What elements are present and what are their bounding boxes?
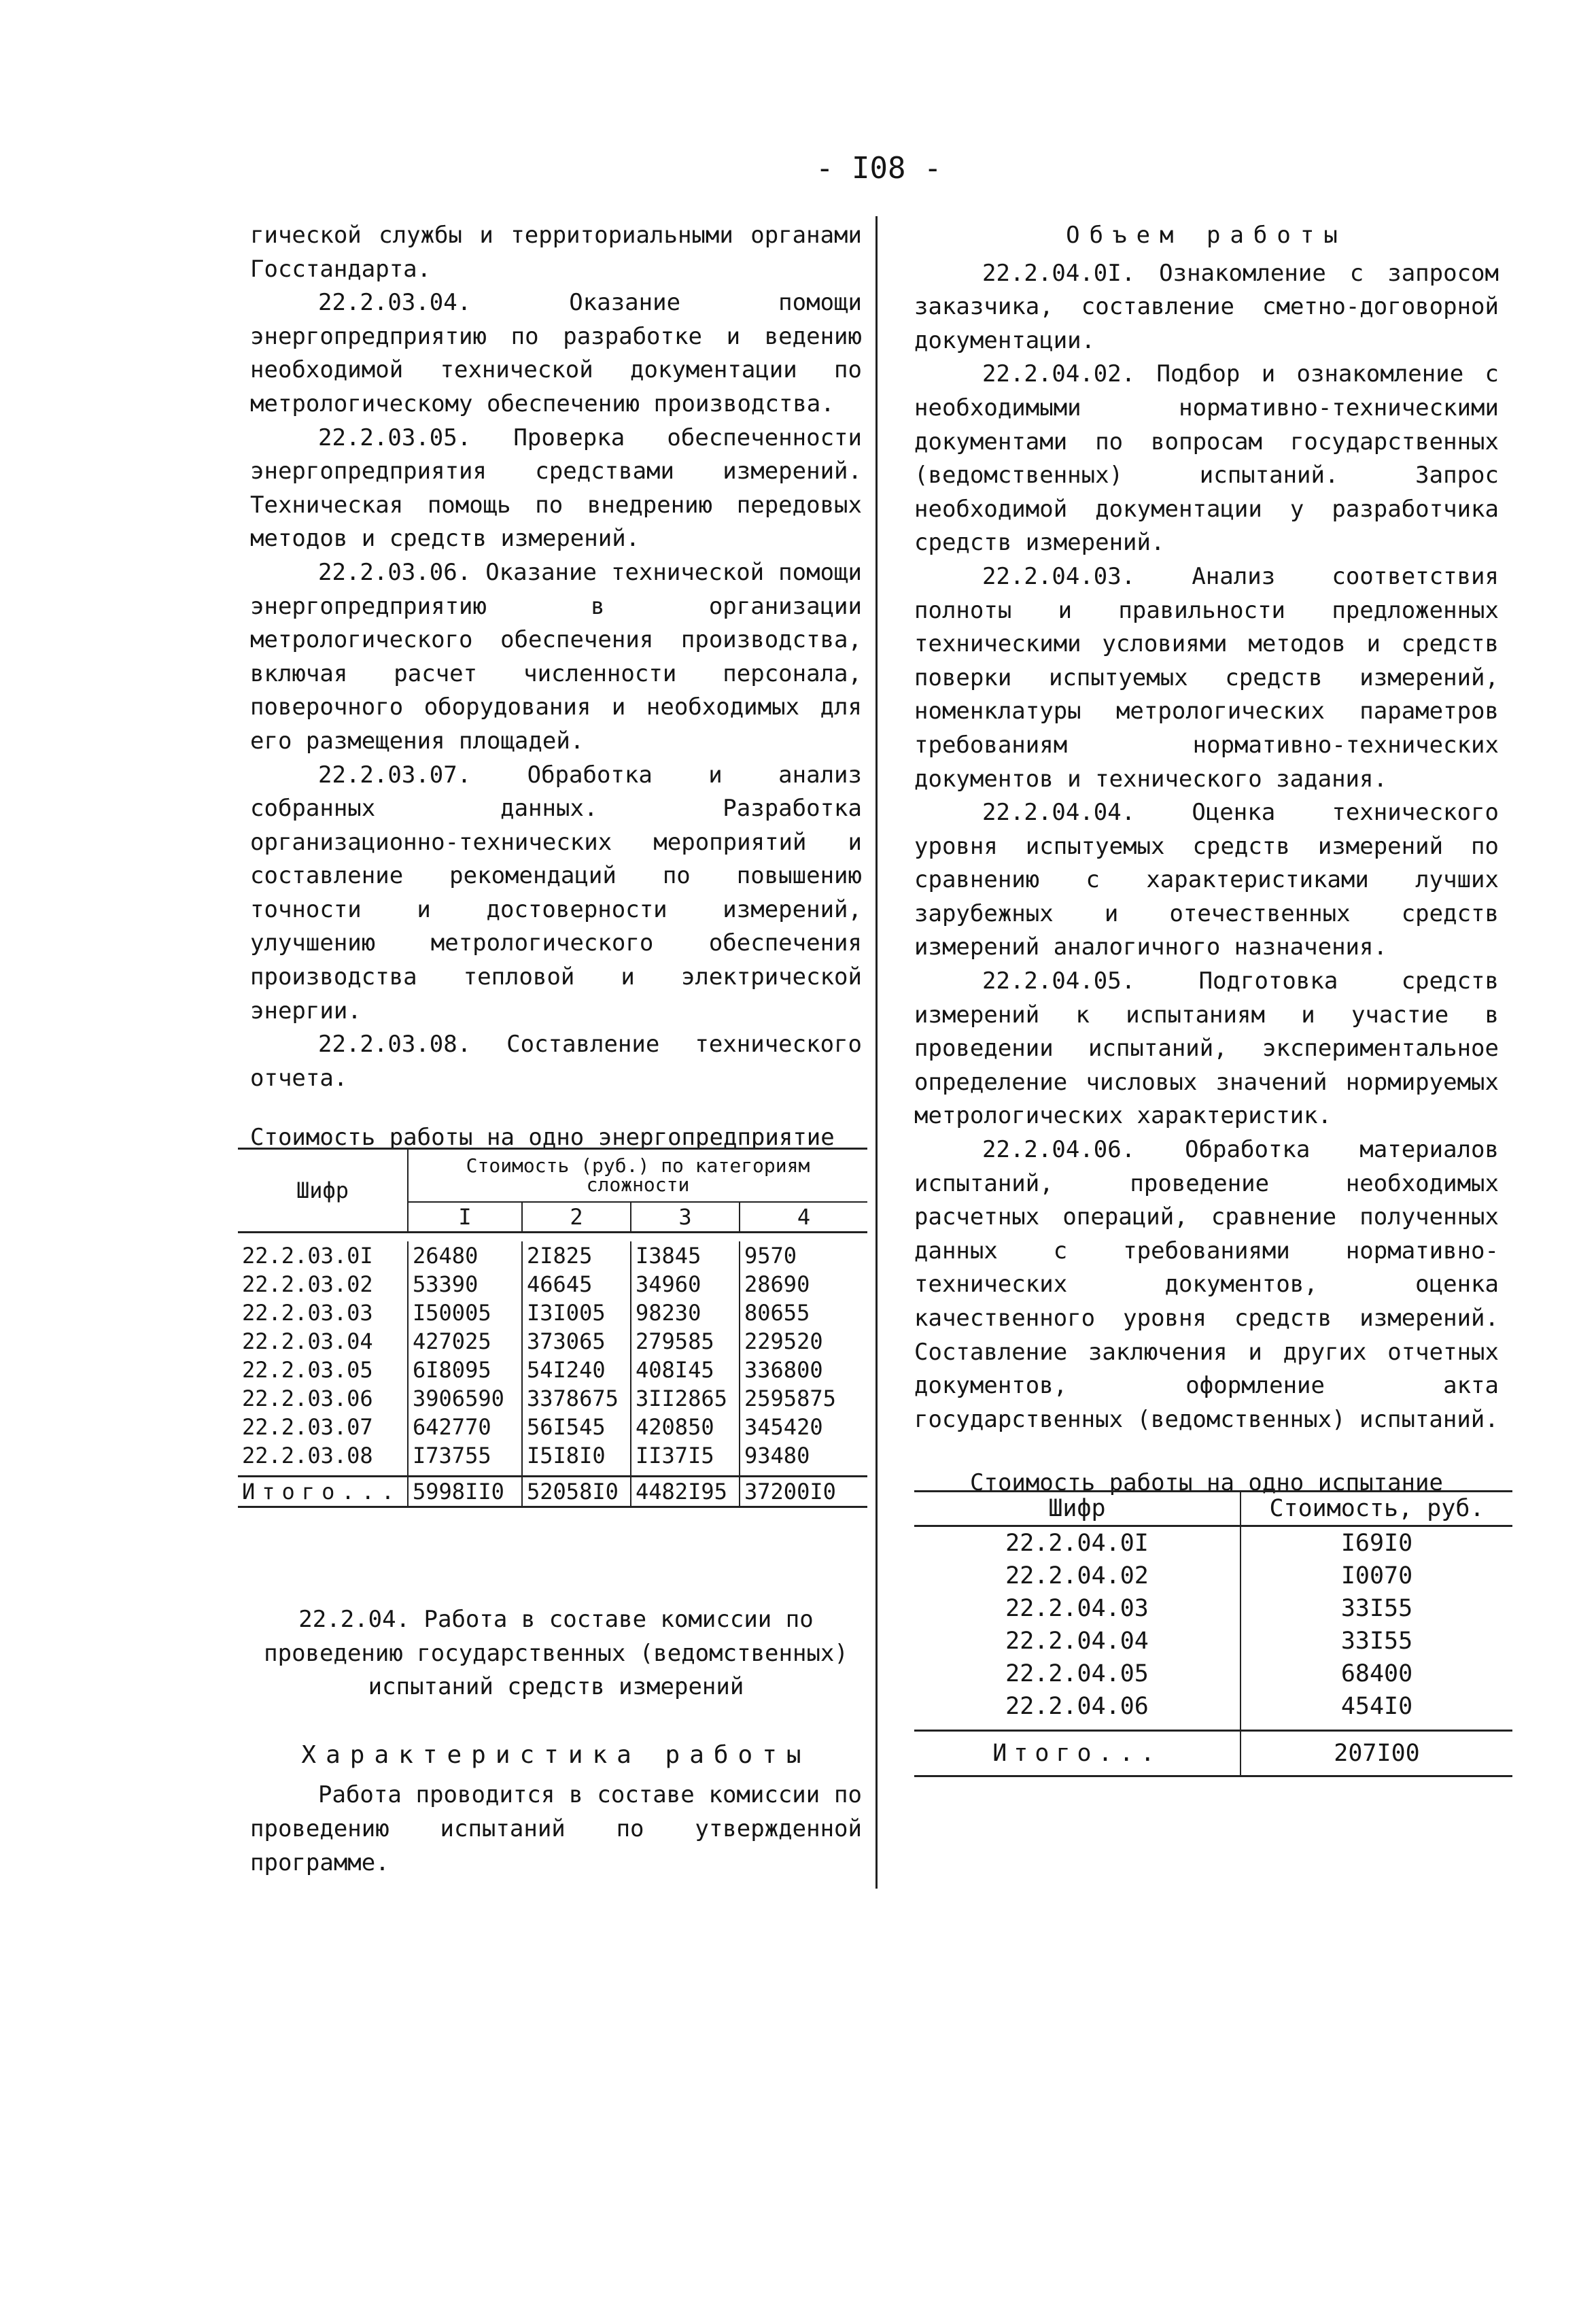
row-code: 22.2.03.02 xyxy=(238,1270,408,1299)
column-divider xyxy=(875,216,878,1889)
row-code: 22.2.03.06 xyxy=(238,1384,408,1413)
total-row xyxy=(914,1731,1512,1776)
paragraph: 22.2.04.06. Обработка материалов испытаний, проведение необходимых расчетных операций, сравнение полученных данных с требованиями нормативно-технических документов, оценка качественного уровня средств измерений. Составление заключения и других отчетных документов, оформление акта государственных (ведомственных) испытаний. xyxy=(914,1136,1499,1433)
row-value: I5I8I0 xyxy=(522,1441,631,1470)
row-value: 3378675 xyxy=(522,1384,631,1413)
table-row xyxy=(914,1526,1512,1560)
row-value: 3II2865 xyxy=(631,1384,740,1413)
row-value: 46645 xyxy=(522,1270,631,1299)
paragraph: 22.2.04.04. Оценка технического уровня испытуемых средств измерений по сравнению с характеристиками лучших зарубежных и отечественных средств измерений аналогичного назначения. xyxy=(914,799,1499,961)
row-value: 642770 xyxy=(408,1413,522,1441)
row-cost: I69I0 xyxy=(1340,1530,1413,1557)
row-value: 56I545 xyxy=(522,1413,631,1441)
table-row xyxy=(914,1657,1512,1690)
col-header-category: 3 xyxy=(631,1202,740,1233)
right-column xyxy=(914,219,1499,1500)
total-value: 5998II0 xyxy=(408,1477,522,1507)
section-title: 22.2.04. Работа в составе комиссии по проведению государственных (ведомственных) испытаний средств измерений xyxy=(264,1606,848,1701)
row-code: 22.2.04.02 xyxy=(914,1560,1241,1592)
table-row xyxy=(914,1592,1512,1625)
cost-table xyxy=(238,1148,867,1508)
row-value: 6I8095 xyxy=(408,1356,522,1384)
table-row xyxy=(238,1384,867,1413)
row-value: 345420 xyxy=(744,1414,823,1440)
characteristic-heading: Характеристика работы xyxy=(301,1740,811,1769)
paragraph: 22.2.03.06. Оказание технической помощи энергопредприятию в организации метрологического обеспечения производства, включая расчет численности персонала, поверочного оборудования и необходимых для его размещения площадей. xyxy=(250,558,862,755)
table-row xyxy=(238,1327,867,1356)
total-value: 4482I95 xyxy=(631,1477,740,1507)
total-row xyxy=(238,1477,867,1507)
row-cost: 33I55 xyxy=(1340,1628,1413,1655)
row-code: 22.2.04.06 xyxy=(914,1690,1241,1723)
col-header-category: 2 xyxy=(522,1202,631,1233)
row-value: 26480 xyxy=(408,1241,522,1270)
table-row xyxy=(238,1441,867,1470)
row-code: 22.2.03.04 xyxy=(238,1327,408,1356)
cost-table-caption: Стоимость работы на одно энергопредприятие xyxy=(250,1124,835,1152)
characteristic-text: Работа проводится в составе комиссии по проведению испытаний по утвержденной программе. xyxy=(250,1781,862,1876)
col-header-category: 4 xyxy=(740,1202,867,1233)
paragraph: 22.2.03.05. Проверка обеспеченности энергопредприятия средствами измерений. Техническая помощь по внедрению передовых методов и средств измерений. xyxy=(250,424,862,553)
row-code: 22.2.03.03 xyxy=(238,1299,408,1327)
row-cost: I0070 xyxy=(1340,1562,1413,1589)
row-code: 22.2.03.05 xyxy=(238,1356,408,1384)
row-value: 2595875 xyxy=(744,1386,836,1411)
col-header-category: I xyxy=(408,1202,522,1233)
work-volume-heading: Объем работы xyxy=(1066,222,1347,249)
row-code: 22.2.04.04 xyxy=(914,1625,1241,1657)
row-cost: 33I55 xyxy=(1340,1595,1413,1622)
row-value: I3845 xyxy=(631,1241,740,1270)
paragraph: 22.2.04.03. Анализ соответствия полноты и правильности предложенных техническими условиями методов и средств поверки испытуемых средств измерений, номенклатуры метрологических параметров требованиям нормативно-технических документов и технического задания. xyxy=(914,562,1499,793)
row-value: 93480 xyxy=(744,1443,810,1468)
paragraph: 22.2.04.0I. Ознакомление с запросом заказчика, составление сметно-договорной документации. xyxy=(914,259,1499,354)
row-value: 2I825 xyxy=(522,1241,631,1270)
total-value: 207I00 xyxy=(1334,1740,1420,1767)
row-value: 420850 xyxy=(631,1413,740,1441)
left-column xyxy=(250,219,862,1155)
page-number: - I08 - xyxy=(816,151,942,186)
row-value: 3906590 xyxy=(408,1384,522,1413)
test-cost-table xyxy=(914,1490,1512,1777)
total-label: Итого... xyxy=(238,1477,408,1507)
col-header-code: Шифр xyxy=(238,1149,408,1233)
row-value: 279585 xyxy=(631,1327,740,1356)
table-row xyxy=(914,1690,1512,1723)
row-value: I50005 xyxy=(408,1299,522,1327)
col-header-cost: Стоимость, руб. xyxy=(1269,1495,1485,1522)
row-code: 22.2.03.07 xyxy=(238,1413,408,1441)
row-value: 427025 xyxy=(408,1327,522,1356)
row-value: 54I240 xyxy=(522,1356,631,1384)
col-header-code: Шифр xyxy=(914,1492,1241,1526)
col-header-group: Стоимость (руб.) по категориям сложности xyxy=(408,1149,867,1203)
row-value: 34960 xyxy=(631,1270,740,1299)
paragraph: гической службы и территориальными органами Госстандарта. xyxy=(250,222,862,283)
row-value: 408I45 xyxy=(631,1356,740,1384)
row-value: I73755 xyxy=(408,1441,522,1470)
row-value: 28690 xyxy=(744,1271,810,1297)
row-value: II37I5 xyxy=(631,1441,740,1470)
row-value: 80655 xyxy=(744,1300,810,1326)
table-row xyxy=(238,1299,867,1327)
row-value: 373065 xyxy=(522,1327,631,1356)
row-code: 22.2.04.03 xyxy=(914,1592,1241,1625)
paragraph: 22.2.03.08. Составление технического отчета. xyxy=(250,1031,862,1092)
total-value: 52058I0 xyxy=(522,1477,631,1507)
row-value: I3I005 xyxy=(522,1299,631,1327)
row-code: 22.2.03.0I xyxy=(238,1241,408,1270)
row-code: 22.2.03.08 xyxy=(238,1441,408,1470)
total-label: Итого... xyxy=(914,1731,1241,1776)
row-value: 336800 xyxy=(744,1357,823,1383)
row-value: 9570 xyxy=(744,1243,797,1269)
section-22-2-04 xyxy=(250,1603,862,1880)
row-value: 229520 xyxy=(744,1328,823,1354)
row-cost: 454I0 xyxy=(1340,1693,1413,1720)
row-cost: 68400 xyxy=(1340,1660,1413,1687)
row-value: 53390 xyxy=(408,1270,522,1299)
table-row xyxy=(914,1625,1512,1657)
row-code: 22.2.04.0I xyxy=(914,1526,1241,1560)
table-row xyxy=(238,1241,867,1270)
paragraph: 22.2.04.05. Подготовка средств измерений к испытаниям и участие в проведении испытаний, экспериментальное определение числовых значений нормируемых метрологических характеристик. xyxy=(914,967,1499,1130)
table-row xyxy=(238,1270,867,1299)
total-value: 37200I0 xyxy=(740,1477,867,1507)
table-row xyxy=(914,1560,1512,1592)
paragraph: 22.2.04.02. Подбор и ознакомление с необходимыми нормативно-техническими документами по вопросам государственных (ведомственных) испытаний. Запрос необходимой документации у разработчика средств измерений. xyxy=(914,360,1499,557)
row-value: 98230 xyxy=(631,1299,740,1327)
table-row xyxy=(238,1413,867,1441)
paragraph: 22.2.03.04. Оказание помощи энергопредприятию по разработке и ведению необходимой технической документации по метрологическому обеспечению производства. xyxy=(250,289,862,417)
table-row xyxy=(238,1356,867,1384)
row-code: 22.2.04.05 xyxy=(914,1657,1241,1690)
test-table-caption: Стоимость работы на одно испытание xyxy=(970,1469,1443,1497)
paragraph: 22.2.03.07. Обработка и анализ собранных данных. Разработка организационно-технических мероприятий и составление рекомендаций по повышению точности и достоверности измерений, улучшению метрологического обеспечения производства тепловой и электрической энергии. xyxy=(250,761,862,1025)
